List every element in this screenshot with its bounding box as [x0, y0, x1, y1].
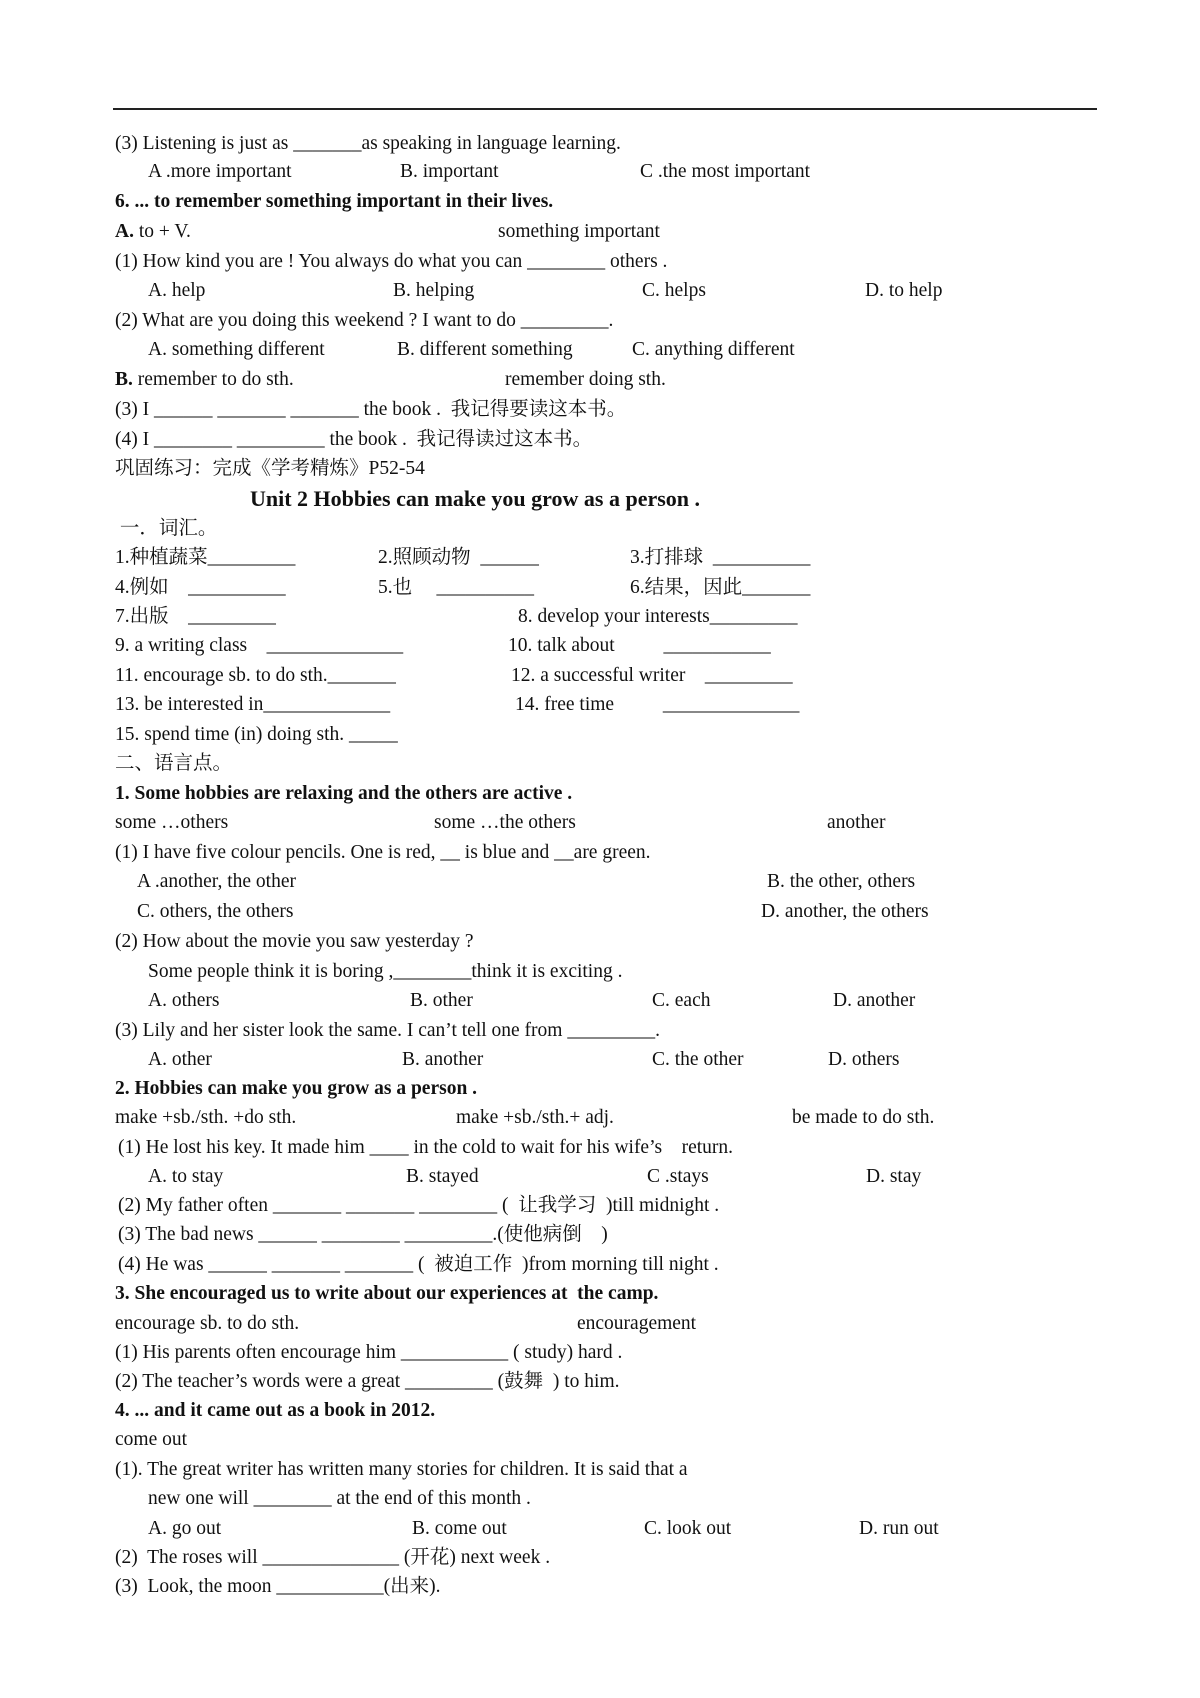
line-8-col-1: remember doing sth. — [505, 369, 666, 390]
text-line: (4) He was ______ _______ _______ ( 被迫工作 )from morning till night . — [118, 1254, 719, 1275]
line-33-col-0: make +sb./sth. +do sth. — [115, 1107, 297, 1128]
text-line: (1) How kind you are ! You always do what you can ________ others . — [115, 251, 668, 272]
text-line: (1) He lost his key. It made him ____ in the cold to wait for his wife’s return. — [118, 1137, 734, 1158]
line-7-col-2: C. anything different — [632, 339, 795, 360]
line-26-col-1: D. another, the others — [761, 901, 929, 922]
line-18-col-1: 12. a successful writer _________ — [511, 665, 793, 686]
line-15-col-1: 5.也 __________ — [378, 577, 535, 598]
line-29-col-3: D. another — [833, 990, 916, 1011]
line-25-col-0: A .another, the other — [137, 871, 296, 892]
line-47-col-0: A. go out — [148, 1518, 222, 1539]
line-25-col-1: B. the other, others — [767, 871, 916, 892]
line-29-col-0: A. others — [148, 990, 220, 1011]
section-heading: 2. Hobbies can make you grow as a person . — [115, 1078, 478, 1099]
line-16-col-0: 7.出版 _________ — [115, 606, 276, 627]
line-23-col-2: another — [827, 812, 886, 833]
line-47-col-1: B. come out — [412, 1518, 507, 1539]
text-line: come out — [115, 1429, 188, 1450]
text-line: (2) The teacher’s words were a great _________ (鼓舞 ) to him. — [115, 1371, 620, 1392]
line-5-col-2: C. helps — [642, 280, 706, 301]
text-line: new one will ________ at the end of this month . — [148, 1488, 531, 1509]
text-line: (4) I ________ _________ the book . 我记得读过这本书。 — [115, 429, 593, 450]
line-19-col-1: 14. free time ______________ — [515, 694, 800, 715]
line-3-col-1: something important — [498, 221, 660, 242]
text-line: Some people think it is boring ,________think it is exciting . — [148, 961, 623, 982]
header-rule — [113, 108, 1097, 110]
section-heading: 3. She encouraged us to write about our experiences at the camp. — [115, 1283, 659, 1304]
text-line: 15. spend time (in) doing sth. _____ — [115, 724, 398, 745]
line-23-col-1: some …the others — [434, 812, 576, 833]
text-line: (2) How about the movie you saw yesterday ? — [115, 931, 474, 952]
line-47-col-3: D. run out — [859, 1518, 939, 1539]
line-7-col-1: B. different something — [397, 339, 573, 360]
text-line: (3) Lily and her sister look the same. I can’t tell one from _________. — [115, 1020, 660, 1041]
line-5-col-1: B. helping — [393, 280, 475, 301]
text-line: (1) His parents often encourage him ___________ ( study) hard . — [115, 1342, 623, 1363]
line-33-col-1: make +sb./sth.+ adj. — [456, 1107, 614, 1128]
line-35-col-0: A. to stay — [148, 1166, 224, 1187]
section-heading: 1. Some hobbies are relaxing and the others are active . — [115, 783, 573, 804]
text-line: 巩固练习：完成《学考精炼》P52-54 — [115, 458, 425, 479]
line-17-col-1: 10. talk about ___________ — [508, 635, 771, 656]
text-line: (1) I have five colour pencils. One is red, __ is blue and __are green. — [115, 842, 651, 863]
text-line: 二、语言点。 — [115, 753, 233, 774]
text-line: (2) The roses will ______________ (开花) next week . — [115, 1547, 551, 1568]
line-1-col-2: C .the most important — [640, 161, 811, 182]
line-14-col-2: 3.打排球 __________ — [630, 547, 811, 568]
line-31-col-2: C. the other — [652, 1049, 744, 1070]
line-23-col-0: some …others — [115, 812, 229, 833]
line-40-col-1: encouragement — [577, 1313, 697, 1334]
line-47-col-2: C. look out — [644, 1518, 732, 1539]
line-17-col-0: 9. a writing class ______________ — [115, 635, 404, 656]
line-7-col-0: A. something different — [148, 339, 325, 360]
line-31-col-3: D. others — [828, 1049, 900, 1070]
text-line: (3) The bad news ______ ________ _________.(使他病倒 ) — [118, 1224, 608, 1245]
text-line: 一．词汇。 — [115, 518, 218, 539]
line-15-col-0: 4.例如 __________ — [115, 577, 286, 598]
line-3-col-0: A. to + V. — [115, 221, 191, 242]
line-35-col-3: D. stay — [866, 1166, 922, 1187]
line-31-col-0: A. other — [148, 1049, 212, 1070]
line-14-col-0: 1.种植蔬菜_________ — [115, 547, 296, 568]
line-1-col-1: B. important — [400, 161, 499, 182]
line-31-col-1: B. another — [402, 1049, 484, 1070]
line-19-col-0: 13. be interested in_____________ — [115, 694, 391, 715]
section-heading: 4. ... and it came out as a book in 2012. — [115, 1400, 436, 1421]
line-26-col-0: C. others, the others — [137, 901, 294, 922]
unit-title: Unit 2 Hobbies can make you grow as a person . — [250, 486, 701, 511]
line-1-col-0: A .more important — [148, 161, 292, 182]
line-5-col-0: A. help — [148, 280, 206, 301]
line-33-col-2: be made to do sth. — [792, 1107, 935, 1128]
line-5-col-3: D. to help — [865, 280, 943, 301]
line-35-col-1: B. stayed — [406, 1166, 479, 1187]
text-line: (3) Listening is just as _______as speaking in language learning. — [115, 133, 621, 154]
text-line: (1). The great writer has written many stories for children. It is said that a — [115, 1459, 688, 1480]
line-35-col-2: C .stays — [647, 1166, 709, 1187]
text-line: (2) My father often _______ _______ ________ ( 让我学习 )till midnight . — [118, 1195, 720, 1216]
line-14-col-1: 2.照顾动物 ______ — [378, 547, 539, 568]
line-18-col-0: 11. encourage sb. to do sth._______ — [115, 665, 396, 686]
text-line: (3) Look, the moon ___________(出来). — [115, 1576, 441, 1597]
line-16-col-1: 8. develop your interests_________ — [518, 606, 798, 627]
line-8-col-0: B. remember to do sth. — [115, 369, 294, 390]
line-29-col-2: C. each — [652, 990, 711, 1011]
line-29-col-1: B. other — [410, 990, 473, 1011]
line-15-col-2: 6.结果，因此_______ — [630, 577, 811, 598]
section-heading: 6. ... to remember something important in their lives. — [115, 191, 554, 212]
text-line: (3) I ______ _______ _______ the book . 我记得要读这本书。 — [115, 399, 627, 420]
text-line: (2) What are you doing this weekend ? I want to do _________. — [115, 310, 614, 331]
line-40-col-0: encourage sb. to do sth. — [115, 1313, 300, 1334]
